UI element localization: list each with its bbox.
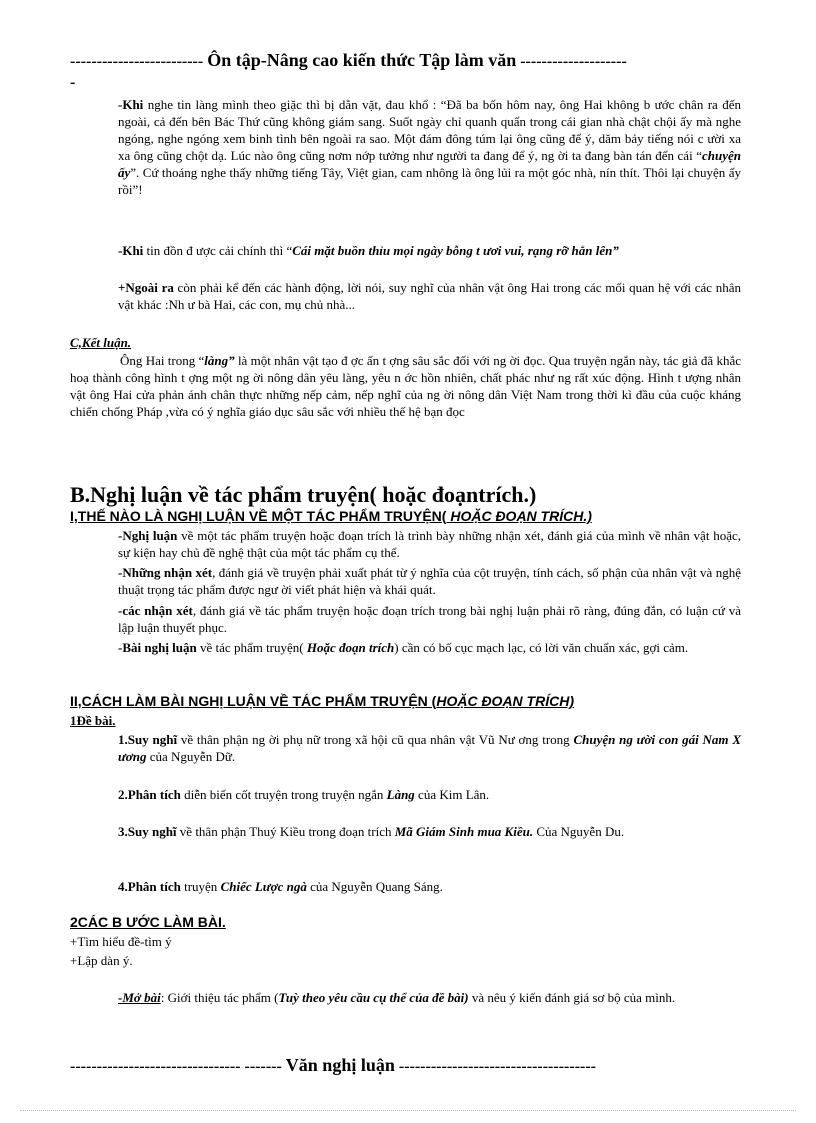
paragraph-text: về thân phận ng ời phụ nữ trong xã hội cũ qua nhân vật Vũ Nư ơng trong	[177, 732, 574, 747]
paragraph-khi-tin-don	[118, 242, 741, 259]
paragraph-text: về thân phận Thuý Kiều trong đoạn trích	[176, 824, 395, 839]
step-find-topic: +Tìm hiểu đề-tìm ý	[70, 934, 172, 949]
topic-4	[118, 878, 741, 895]
section-ii-heading	[70, 693, 574, 710]
paragraph-text: ) cần có bố cục mạch lạc, có lời văn chuẩn xác, gợi cảm.	[394, 640, 689, 655]
definition-item-4	[118, 639, 741, 656]
paragraph-text: là một nhân vật tạo đ ợc ấn t ợng sâu sắc đối với ng ời đọc. Qua truyện ngắn này, tác giả đã khắc hoạ thành công hình t ợng một ng ời nông dân yêu làng, yêu n ớc hồn nhiên, chất phác như ng rất xúc động. Hình t ượng nhân vật ông Hai cửa phản ánh chân thực những nếp cảm, nếp nghĩ của ng ời nông dân Việt Nam trong thời kì đầu của cuộc kháng chiến chống Pháp ,vừa có ý nghĩa giáo dục sâu sắc với nhiều thế hệ bạn đọc	[70, 353, 742, 419]
paragraph-lead: -Nghị luận	[118, 528, 178, 543]
topic-2	[118, 786, 741, 803]
topic-subheading: 1Đề bài.	[70, 713, 116, 728]
definition-item-2	[118, 564, 741, 598]
paragraph-text: ”. Cứ thoáng nghe thấy những tiếng Tây, Việt gian, cam nhông là ông lủi ra một góc nhà, nín thít. Thôi lại chuyện ấy rồi”!	[118, 165, 741, 197]
topic-3	[118, 823, 741, 840]
heading-emphasis: HOẶC ĐOẠN TRÍCH.)	[446, 508, 592, 524]
paragraph-text: của Nguyễn Quang Sáng.	[306, 879, 443, 894]
paragraph-text: về tác phẩm truyện(	[196, 640, 307, 655]
footer-dashes-left: -------------------------------- -------	[70, 1058, 282, 1075]
paragraph-text: Ông Hai trong “	[120, 353, 205, 368]
emphasis-text: Chiếc Lược ngà	[220, 879, 307, 894]
paragraph-text: của Nguyễn Dữ.	[146, 749, 236, 764]
emphasis-text: Chuyện ng ười con gái Nam X ương	[118, 732, 741, 764]
emphasis-text: làng”	[204, 353, 235, 368]
header-dashes-right: --------------------	[520, 53, 627, 70]
emphasis-text: Mã Giám Sinh mua Kiều.	[394, 824, 534, 839]
heading-text: I,THẾ NÀO LÀ NGHỊ LUẬN VỀ MỘT TÁC PHẨM TRUYỆN(	[70, 508, 447, 524]
conclusion-paragraph	[70, 352, 741, 420]
page-header	[70, 50, 750, 72]
section-i-heading	[70, 508, 592, 525]
paragraph-text: còn phải kể đến các hành động, lời nói, suy nghĩ của nhân vật ông Hai trong các mối quan hệ với các nhân vật khác :Nh ư bà Hai, các con, mụ chủ nhà...	[118, 280, 741, 312]
footer-dashes-right: -------------------------------------	[398, 1058, 596, 1075]
conclusion-heading: C,Kết luận.	[70, 335, 132, 350]
paragraph-lead: -Khi	[118, 243, 144, 258]
paragraph-lead: -Khi	[118, 97, 144, 112]
paragraph-text: truyện	[180, 879, 221, 894]
heading-emphasis: HOẶC ĐOẠN TRÍCH)	[436, 693, 574, 709]
paragraph-lead: 1.Suy nghĩ	[118, 732, 178, 747]
paragraph-ngoai-ra	[118, 279, 741, 313]
paragraph-text: , đánh giá về truyện phải xuất phát từ ý nghĩa của cột truyện, tính cách, số phận của nhân vật và nghệ thuật trọng tác phẩm được ngư ời viết phát hiện và khái quát.	[118, 565, 741, 597]
paragraph-text: và nêu ý kiến đánh giá sơ bộ của mình.	[468, 990, 676, 1005]
emphasis-text: Hoặc đoạn trích	[306, 640, 395, 655]
header-title: Ôn tập-Nâng cao kiến thức Tập làm văn	[207, 50, 517, 70]
paragraph-lead: -các nhận xét	[118, 603, 193, 618]
paragraph-text: Của Nguyễn Du.	[533, 824, 625, 839]
emphasis-text: Cái mặt buồn thỉu mọi ngày bỗng t ươi vui, rạng rỡ hẳn lên”	[292, 243, 619, 258]
footer-title: Văn nghị luận	[285, 1055, 395, 1075]
paragraph-text: , đánh giá về tác phẩm truyện hoặc đoạn trích trong bài nghị luận phải rõ ràng, đúng đắn, có luận cứ và lập luận thuyết phục.	[118, 603, 741, 635]
page-footer	[70, 1055, 750, 1077]
heading-text: II,CÁCH LÀM BÀI NGHỊ LUẬN VỀ TÁC PHẨM TRUYỆN (	[70, 693, 437, 709]
definition-item-1	[118, 527, 741, 561]
paragraph-lead: -Mở bài	[118, 990, 161, 1005]
paragraph-khi-nghe-tin	[118, 96, 741, 198]
page-bottom-divider	[20, 1110, 796, 1111]
paragraph-lead: 2.Phân tích	[118, 787, 181, 802]
paragraph-text: tin đồn đ ược cải chính thì “	[143, 243, 293, 258]
paragraph-lead: 4.Phân tích	[118, 879, 181, 894]
step-outline: +Lập dàn ý.	[70, 953, 133, 968]
paragraph-lead: +Ngoài ra	[118, 280, 174, 295]
paragraph-text: nghe tin làng mình theo giặc thì bị dằn vặt, đau khổ : “Đã ba bốn hôm nay, ông Hai không b ước chân ra đến ngoài, cả đến bên Bác Thứ cũng không giám sang. Suốt ngày chỉ quanh quẩn trong cái gian nhà chật chội ấy mà nghe ngóng, nghe ngóng xem binh tình bên ngoài ra sao. Một đám đông túm lại ông cũng để ý, dăm bảy tiếng nói c ười xa xa ông cũng chột dạ. Lúc nào ông cũng nơm nớp tưởng như người ta đang để ý, ng ời ta đang bàn tán đến cái “	[118, 97, 741, 163]
paragraph-text: : Giới thiệu tác phẩm (	[160, 990, 279, 1005]
paragraph-text: của Kim Lân.	[414, 787, 490, 802]
intro-paragraph	[118, 989, 741, 1006]
emphasis-text: chuyện ấy	[118, 148, 741, 180]
steps-heading: 2CÁC B ƯỚC LÀM BÀI.	[70, 914, 226, 930]
paragraph-lead: -Bài nghị luận	[118, 640, 197, 655]
topic-1	[118, 731, 741, 765]
emphasis-text: Làng	[386, 787, 415, 802]
header-tail: -	[70, 74, 76, 91]
emphasis-text: Tuỳ theo yêu cầu cụ thể của đề bài)	[278, 990, 469, 1005]
definition-item-3	[118, 602, 741, 636]
paragraph-text: diễn biến cốt truyện trong truyện ngắn	[180, 787, 387, 802]
paragraph-lead: 3.Suy nghĩ	[118, 824, 177, 839]
paragraph-text: về một tác phẩm truyện hoặc đoạn trích là trình bày những nhận xét, đánh giá của mình về nhân vật hoặc, sự kiện hay chủ đề nghệ thật của một tác phẩm cụ thể.	[118, 528, 741, 560]
header-dashes-left: -------------------------	[70, 53, 204, 70]
paragraph-lead: -Những nhận xét	[118, 565, 213, 580]
section-b-heading: B.Nghị luận về tác phẩm truyện( hoặc đoạntrích.)	[70, 482, 537, 507]
